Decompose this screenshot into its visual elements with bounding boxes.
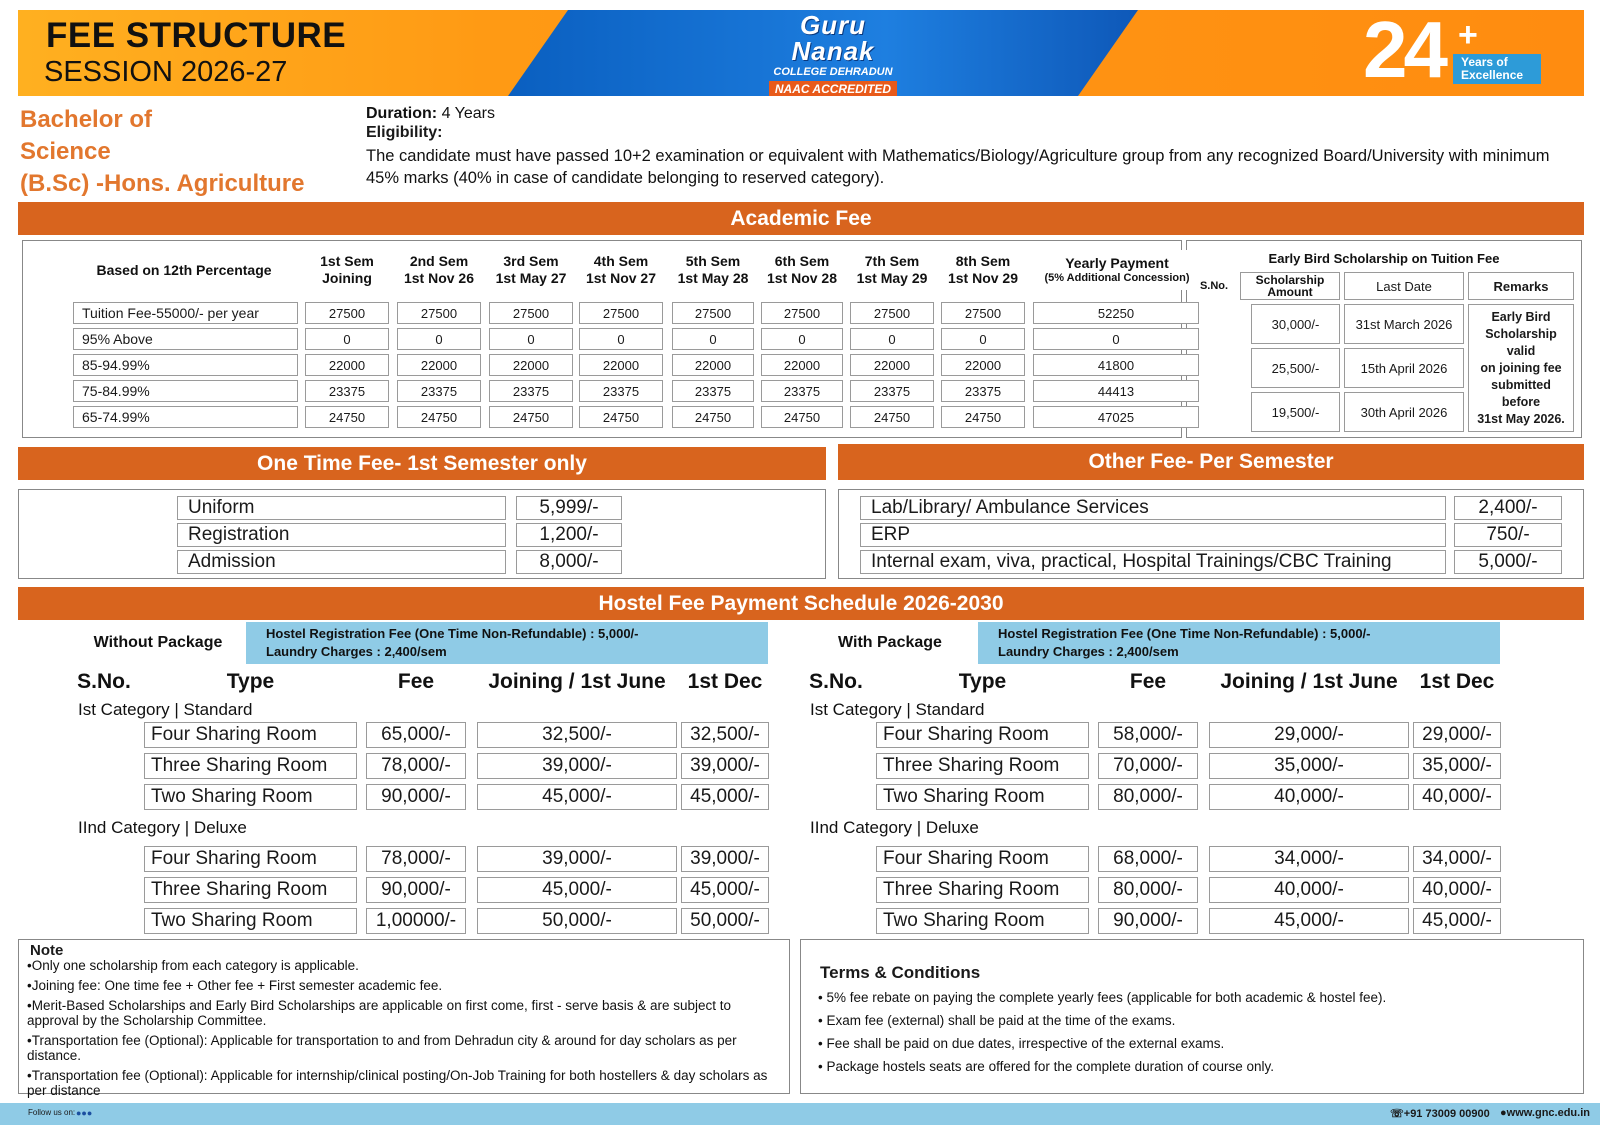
room-dec: 39,000/- (681, 753, 769, 779)
terms-item: • Fee shall be paid on due dates, irrespective of the external exams. (818, 1036, 1225, 1051)
fee-cell: 22000 (761, 354, 843, 376)
terms-title: Terms & Conditions (820, 963, 981, 982)
eb-amount-2: Amount (1267, 285, 1313, 299)
room-joining: 40,000/- (1209, 784, 1409, 810)
years-badge (1363, 10, 1563, 96)
room-type: Two Sharing Room (876, 908, 1089, 934)
hostel-col-h_sn: S.No. (74, 667, 134, 697)
hostel-col-h_dec: 1st Dec (1413, 667, 1501, 697)
one-time-value: 8,000/- (516, 550, 622, 574)
room-joining: 32,500/- (477, 722, 677, 748)
page-title: FEE STRUCTURE (46, 16, 347, 55)
header-banner (18, 10, 1584, 96)
room-type: Four Sharing Room (876, 722, 1089, 748)
hostel-col-h_fee: Fee (366, 667, 466, 697)
years-text-2: Excellence (1461, 68, 1524, 82)
eligibility-label: Eligibility: (366, 124, 443, 141)
package-details-with (976, 622, 1500, 664)
room-type: Three Sharing Room (876, 753, 1089, 779)
other-fee-bar (838, 444, 1584, 480)
years-plus: + (1458, 16, 1478, 54)
fee-cell: 0 (761, 328, 843, 350)
one-time-label: Admission (177, 550, 506, 574)
eb-date: 15th April 2026 (1344, 348, 1464, 388)
fee-cell: 27500 (850, 302, 934, 324)
room-dec: 40,000/- (1413, 784, 1501, 810)
sem-name: 2nd Sem (409, 253, 469, 269)
sem-header-5 (672, 250, 754, 290)
fee-cell: 0 (941, 328, 1025, 350)
note-item: •Transportation fee (Optional): Applicable for transportation to and from Dehradun city & around for day scholars as per distance. (27, 1033, 737, 1063)
fee-cell: 0 (850, 328, 934, 350)
room-dec: 50,000/- (681, 908, 769, 934)
note-item: •Only one scholarship from each category is applicable. (27, 958, 359, 973)
fee-cell: 0 (305, 328, 389, 350)
note-item: •Merit-Based Scholarships and Early Bird Scholarships are applicable on first come, first - serve basis & are subject to approval by the Scholarship Committee. (27, 998, 732, 1028)
fee-cell: 24750 (761, 406, 843, 428)
row-sn: 4 (31, 380, 69, 402)
one-time-fee-title: One Time Fee- 1st Semester only (257, 451, 587, 475)
program-line-1: Bachelor of (20, 106, 153, 133)
fee-cell: 27500 (761, 302, 843, 324)
eb-remark-line: on joining fee (1480, 360, 1562, 375)
room-dec: 32,500/- (681, 722, 769, 748)
footer-bar (0, 1103, 1600, 1125)
academic-fee-bar: Academic Fee (18, 202, 1584, 235)
fee-cell: 24750 (489, 406, 573, 428)
one-time-value: 1,200/- (516, 523, 622, 547)
room-sn: 1 (806, 846, 862, 872)
other-fee-label: Lab/Library/ Ambulance Services (860, 496, 1446, 520)
eb-amount-header (1240, 272, 1340, 300)
room-fee: 58,000/- (1098, 722, 1198, 748)
room-fee: 80,000/- (1098, 784, 1198, 810)
sem-name: 8th Sem (955, 253, 1011, 269)
sem-header-8 (941, 250, 1025, 290)
yearly-cell: 44413 (1033, 380, 1199, 402)
sem-name: 4th Sem (593, 253, 649, 269)
fee-cell: 23375 (761, 380, 843, 402)
room-dec: 45,000/- (681, 784, 769, 810)
eb-amount: 19,500/- (1251, 392, 1340, 432)
fee-cell: 24750 (305, 406, 389, 428)
eb-amount-1: Scholarship (1255, 273, 1325, 287)
category-standard: Ist Category | Standard (810, 700, 985, 719)
yearly-sub: (5% Additional Concession) (1044, 272, 1190, 284)
room-fee: 78,000/- (366, 753, 466, 779)
room-fee: 70,000/- (1098, 753, 1198, 779)
sem-date: 1st May 29 (856, 270, 928, 286)
fee-cell: 22000 (850, 354, 934, 376)
sem-name: 3rd Sem (503, 253, 559, 269)
category-deluxe: IInd Category | Deluxe (78, 818, 247, 837)
fee-cell: 0 (579, 328, 663, 350)
follow-label: Follow us on: (28, 1108, 76, 1117)
room-joining: 45,000/- (477, 877, 677, 903)
one-time-label: Uniform (177, 496, 506, 520)
row-label: 95% Above (73, 328, 298, 350)
row-label: Tuition Fee-55000/- per year (73, 302, 298, 324)
logo-word-1: Guru (799, 10, 867, 40)
yearly-cell: 0 (1033, 328, 1199, 350)
eb-date: 31st March 2026 (1344, 304, 1464, 344)
session-label: SESSION 2026-27 (44, 56, 288, 88)
sem-header-2 (397, 250, 481, 290)
sem-date: 1st Nov 27 (585, 270, 657, 286)
room-type: Three Sharing Room (144, 753, 357, 779)
row-label: 85-94.99% (73, 354, 298, 376)
fee-cell: 24750 (850, 406, 934, 428)
room-joining: 39,000/- (477, 846, 677, 872)
room-sn: 2 (74, 877, 130, 903)
fee-cell: 23375 (850, 380, 934, 402)
row-label: 65-74.99% (73, 406, 298, 428)
fee-cell: 23375 (579, 380, 663, 402)
years-tag (1453, 54, 1541, 84)
room-joining: 34,000/- (1209, 846, 1409, 872)
phone-number[interactable] (1390, 1107, 1490, 1120)
room-type: Four Sharing Room (144, 722, 357, 748)
fee-cell: 27500 (397, 302, 481, 324)
hostel-registration-fee: Hostel Registration Fee (One Time Non-Refundable) : 5,000/- (998, 626, 1371, 641)
duration-label: Duration: (366, 105, 438, 122)
room-sn: 2 (806, 877, 862, 903)
fee-cell: 22000 (489, 354, 573, 376)
one-time-value: 5,999/- (516, 496, 622, 520)
laundry-charges: Laundry Charges : 2,400/sem (266, 644, 447, 659)
sem-date: Joining (322, 270, 372, 286)
hostel-registration-fee: Hostel Registration Fee (One Time Non-Refundable) : 5,000/- (266, 626, 639, 641)
room-fee: 90,000/- (366, 877, 466, 903)
eb-row-sn: 2 (1213, 348, 1247, 388)
fee-cell: 22000 (672, 354, 754, 376)
note-item: •Transportation fee (Optional): Applicable for internship/clinical posting/On-Job Training for both hostellers & day scholars as per distance (27, 1068, 768, 1098)
phone-text: +91 73009 00900 (1403, 1108, 1490, 1120)
other-fee-value: 750/- (1454, 523, 1562, 547)
row-sn: 3 (31, 354, 69, 376)
room-dec: 40,000/- (1413, 877, 1501, 903)
hostel-col-h_sn: S.No. (806, 667, 866, 697)
sem-header-6 (761, 250, 843, 290)
room-fee: 65,000/- (366, 722, 466, 748)
program-name (20, 104, 350, 200)
room-joining: 35,000/- (1209, 753, 1409, 779)
hostel-col-h_dec: 1st Dec (681, 667, 769, 697)
fee-cell: 23375 (941, 380, 1025, 402)
row-sn: 1 (31, 302, 69, 324)
yearly-label: Yearly Payment (1065, 255, 1169, 271)
eb-remark-line: 31st May 2026. (1477, 411, 1565, 426)
room-type: Three Sharing Room (144, 877, 357, 903)
sem-name: 6th Sem (774, 253, 830, 269)
yearly-cell: 47025 (1033, 406, 1199, 428)
room-sn: 3 (806, 784, 862, 810)
row-sn: 2 (31, 328, 69, 350)
eb-remarks-header: Remarks (1468, 272, 1574, 300)
room-type: Three Sharing Room (876, 877, 1089, 903)
fee-cell: 0 (489, 328, 573, 350)
hostel-col-h_type: Type (876, 667, 1089, 697)
sem-date: 1st Nov 29 (947, 270, 1019, 286)
program-line-2: Science (20, 138, 111, 165)
duration (366, 105, 495, 123)
category-standard: Ist Category | Standard (78, 700, 253, 719)
room-type: Four Sharing Room (144, 846, 357, 872)
eligibility-text: The candidate must have passed 10+2 examination or equivalent with Mathematics/Biology/Agriculture group from any recognized Board/University with minimum 45% marks (40% in case of candidate belonging to reserved category). (366, 147, 1550, 187)
other-fee-value: 2,400/- (1454, 496, 1562, 520)
terms-item: • 5% fee rebate on paying the complete yearly fees (applicable for both academic & hostel fee). (818, 990, 1387, 1005)
fee-cell: 24750 (672, 406, 754, 428)
sem-date: 1st May 27 (495, 270, 567, 286)
room-dec: 29,000/- (1413, 722, 1501, 748)
room-type: Four Sharing Room (876, 846, 1089, 872)
fee-cell: 22000 (579, 354, 663, 376)
package-label-without: Without Package (74, 622, 242, 664)
sem-name: 7th Sem (864, 253, 920, 269)
college-logo (738, 12, 928, 94)
eb-remark-line: Early Bird (1491, 309, 1551, 324)
other-fee-title: Other Fee- Per Semester (1088, 450, 1334, 473)
room-type: Two Sharing Room (876, 784, 1089, 810)
fee-cell: 23375 (672, 380, 754, 402)
earlybird-title: Early Bird Scholarship on Tuition Fee (1192, 248, 1576, 268)
fee-cell: 27500 (305, 302, 389, 324)
naac-badge: NAAC ACCREDITED (769, 81, 897, 96)
sem-name: 1st Sem (320, 253, 374, 269)
room-type: Two Sharing Room (144, 908, 357, 934)
package-label-with: With Package (806, 622, 974, 664)
room-joining: 39,000/- (477, 753, 677, 779)
laundry-charges: Laundry Charges : 2,400/sem (998, 644, 1179, 659)
terms-list (818, 990, 1578, 1082)
room-dec: 45,000/- (681, 877, 769, 903)
note-item: •Joining fee: One time fee + Other fee + First semester academic fee. (27, 978, 443, 993)
fee-cell: 22000 (941, 354, 1025, 376)
package-details-without (244, 622, 768, 664)
fee-cell: 23375 (305, 380, 389, 402)
sem-date: 1st Nov 28 (766, 270, 838, 286)
fee-cell: 22000 (305, 354, 389, 376)
room-dec: 35,000/- (1413, 753, 1501, 779)
fee-cell: 0 (397, 328, 481, 350)
hostel-col-h_join: Joining / 1st June (477, 667, 677, 697)
room-sn: 2 (806, 753, 862, 779)
room-sn: 3 (74, 784, 130, 810)
other-fee-label: ERP (860, 523, 1446, 547)
yearly-cell: 52250 (1033, 302, 1199, 324)
fee-cell: 24750 (941, 406, 1025, 428)
sem-header-1 (305, 250, 389, 290)
room-sn: 1 (74, 722, 130, 748)
sem-header-3 (489, 250, 573, 290)
eb-date-header: Last Date (1344, 272, 1464, 300)
fee-cell: 23375 (489, 380, 573, 402)
other-fee-value: 5,000/- (1454, 550, 1562, 574)
hostel-col-h_fee: Fee (1098, 667, 1198, 697)
room-fee: 90,000/- (366, 784, 466, 810)
eb-amount: 25,500/- (1251, 348, 1340, 388)
duration-value: 4 Years (441, 105, 495, 122)
years-text-1: Years of (1461, 55, 1508, 69)
room-dec: 45,000/- (1413, 908, 1501, 934)
room-dec: 39,000/- (681, 846, 769, 872)
eb-remark-line: Scholarship (1485, 326, 1557, 341)
room-sn: 3 (806, 908, 862, 934)
sem-header-7 (850, 250, 934, 290)
eb-row-sn: 1 (1213, 304, 1247, 344)
room-joining: 45,000/- (477, 784, 677, 810)
yearly-header (1033, 250, 1201, 290)
terms-item: • Exam fee (external) shall be paid at the time of the exams. (818, 1013, 1176, 1028)
sem-name: 5th Sem (685, 253, 741, 269)
program-line-3: (B.Sc) -Hons. Agriculture (20, 170, 305, 197)
room-fee: 68,000/- (1098, 846, 1198, 872)
room-sn: 1 (74, 846, 130, 872)
eb-sn-header: S.No. (1192, 272, 1236, 300)
note-title: Note (30, 942, 64, 959)
hostel-col-h_join: Joining / 1st June (1209, 667, 1409, 697)
fee-cell: 0 (672, 328, 754, 350)
fee-cell: 27500 (489, 302, 573, 324)
hostel-fee-bar: Hostel Fee Payment Schedule 2026-2030 (18, 587, 1584, 620)
sem-header-4 (579, 250, 663, 290)
fee-cell: 27500 (941, 302, 1025, 324)
based-on-label: Based on 12th Percentage (96, 261, 272, 278)
row-sn: 5 (31, 406, 69, 428)
row-label: 75-84.99% (73, 380, 298, 402)
room-dec: 34,000/- (1413, 846, 1501, 872)
room-sn: 1 (806, 722, 862, 748)
logo-word-2: Nanak (791, 36, 875, 66)
fee-cell: 22000 (397, 354, 481, 376)
other-fee-label: Internal exam, viva, practical, Hospital Trainings/CBC Training (860, 550, 1446, 574)
room-type: Two Sharing Room (144, 784, 357, 810)
room-fee: 80,000/- (1098, 877, 1198, 903)
eb-amount: 30,000/- (1251, 304, 1340, 344)
website-link[interactable]: ●www.gnc.edu.in (1500, 1107, 1590, 1119)
room-fee: 90,000/- (1098, 908, 1198, 934)
hostel-col-h_type: Type (144, 667, 357, 697)
room-sn: 2 (74, 753, 130, 779)
room-joining: 40,000/- (1209, 877, 1409, 903)
fee-cell: 24750 (397, 406, 481, 428)
eb-date: 30th April 2026 (1344, 392, 1464, 432)
eb-remark-line: valid (1506, 343, 1536, 358)
website-text: www.gnc.edu.in (1506, 1107, 1590, 1119)
category-deluxe: IInd Category | Deluxe (810, 818, 979, 837)
note-list (27, 958, 782, 1103)
room-joining: 45,000/- (1209, 908, 1409, 934)
one-time-label: Registration (177, 523, 506, 547)
eb-row-sn: 3 (1213, 392, 1247, 432)
room-sn: 3 (74, 908, 130, 934)
room-fee: 78,000/- (366, 846, 466, 872)
terms-item: • Package hostels seats are offered for the complete duration of course only. (818, 1059, 1274, 1074)
fee-cell: 27500 (579, 302, 663, 324)
fee-cell: 23375 (397, 380, 481, 402)
based-on-header (73, 250, 295, 290)
sem-date: 1st May 28 (677, 270, 749, 286)
room-fee: 1,00000/- (366, 908, 466, 934)
room-joining: 50,000/- (477, 908, 677, 934)
fee-cell: 24750 (579, 406, 663, 428)
yearly-cell: 41800 (1033, 354, 1199, 376)
one-time-fee-bar (18, 447, 826, 480)
fee-cell: 27500 (672, 302, 754, 324)
room-joining: 29,000/- (1209, 722, 1409, 748)
sem-date: 1st Nov 26 (403, 270, 475, 286)
eb-remarks (1468, 304, 1574, 432)
phone-icon: ☏ (1390, 1108, 1404, 1120)
eb-remark-line: submitted (1491, 377, 1551, 392)
years-number: 24 (1363, 10, 1444, 94)
logo-college-name: COLLEGE DEHRADUN (773, 66, 893, 78)
eb-remark-line: before (1501, 394, 1541, 409)
social-icons[interactable]: ●●● (76, 1108, 93, 1118)
